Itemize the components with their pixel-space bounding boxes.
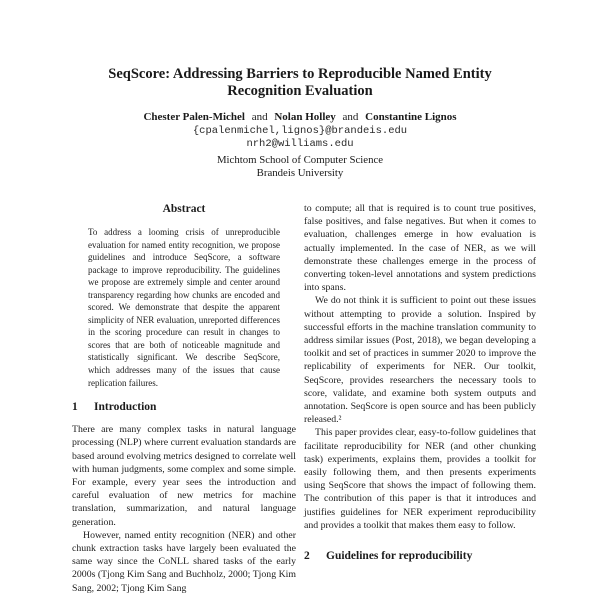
affiliation-school: Michtom School of Computer Science: [216, 154, 384, 166]
author-line: [0, 111, 600, 124]
author-and-separator: and: [342, 111, 359, 123]
section-1-number: 1: [72, 401, 78, 414]
abstract-heading: Abstract: [162, 203, 206, 215]
right-column: [304, 202, 536, 572]
section-1-title: Introduction: [94, 401, 157, 414]
affiliation-university: Brandeis University: [256, 166, 344, 179]
paper-title: SeqScore: Addressing Barriers to Reproducible Named Entity Recognition Evaluation: [108, 66, 492, 99]
right-paragraph-1: to compute; all that is required is to count true positives, false positives, and false negatives. But when it comes to evaluation, challenges emerge in how evaluation is actually implemented. In the case of NER, as we will demonstrate these challenges emerge in the process of converting token-level annotations and system predictions into spans.: [304, 203, 536, 294]
author-name-2: Nolan Holley: [274, 111, 336, 123]
intro-paragraph-2: However, named entity recognition (NER) and other chunk extraction tasks have largely been evaluated the same way since the CoNLL shared tasks of the early 2000s (Tjong Kim Sang and Buchholz, 2000; Tjong Kim Sang, 2002; Tjong Kim Sang: [72, 529, 296, 594]
section-2-title: Guidelines for reproducibility: [326, 550, 473, 563]
abstract-text: To address a looming crisis of unreproducible evaluation for named entity recognition, we propose guidelines and introduce SeqScore, a software package to improve reproducibility. The guidelines we propose are extremely simple and center around transparency regarding how chunks are encoded and scored. We demonstrate that despite the apparent simplicity of NER evaluation, unreported differences in the scoring procedure can result in changes to scores that are both of noticeable magnitude and statistically significant. We describe SeqScore, which addresses many of the issues that cause replication failures.: [88, 227, 280, 388]
section-2-heading: [304, 549, 536, 563]
affiliation-block: [0, 154, 600, 179]
intro-paragraph-1: There are many complex tasks in natural language processing (NLP) where current evaluation standards are based around evolving metrics designed to correlate well with human judgments, some complex and some simple. For example, every year sees the introduction and careful evaluation of new metrics for machine translation, summarization, and natural language generation.: [72, 424, 296, 528]
left-column: [72, 202, 296, 595]
section-1-heading: [72, 400, 296, 414]
right-paragraph-2: We do not think it is sufficient to point out these issues without attempting to provide a solution. Inspired by successful efforts in the machine translation community to address similar issues (Post, 2018), we began developing a toolkit and set of practices in summer 2020 to improve the replicability of experiments for NER. Our toolkit, SeqScore, provides researchers the necessary tools to score, validate, and examine both system outputs and annotation. SeqScore is open source and has been publicly released.²: [304, 295, 536, 426]
email-line-williams: nrh2@williams.edu: [246, 138, 354, 150]
author-name-3: Constantine Lignos: [365, 111, 457, 123]
email-block: [0, 125, 600, 151]
author-and-separator: and: [251, 111, 268, 123]
right-paragraph-3: This paper provides clear, easy-to-follow guidelines that facilitate reproducibility for NER (and other chunking task) experiments, explains them, provides a toolkit for easily following them, and then presents experiments using SeqScore that shows the impact of following them. The contribution of this paper is that it introduces and justifies guidelines for NER experiment reproducibility and provides a toolkit that makes them easy to follow.: [304, 427, 536, 531]
email-line-brandeis: {cpalenmichel,lignos}@brandeis.edu: [192, 125, 408, 137]
section-2-number: 2: [304, 550, 310, 563]
author-name-1: Chester Palen-Michel: [143, 111, 245, 123]
